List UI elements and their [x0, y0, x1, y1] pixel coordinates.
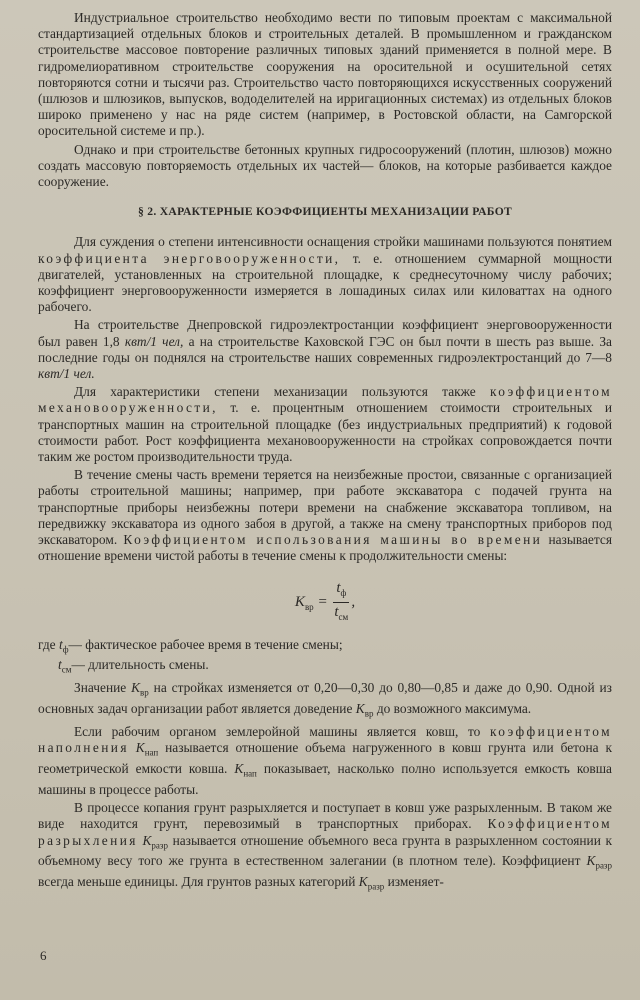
knap-sub-2: нап: [243, 768, 257, 779]
p7-text-a: Значение: [74, 680, 127, 696]
p5-text-a: Для характеристики степени механизации пользуются также: [74, 384, 476, 400]
knap-symbol-1: K: [135, 740, 145, 756]
paragraph-1-text: Индустриальное строительство необходимо вести по типовым проектам с максимальной стандартизацией отдельных блоков и строительных деталей. В промышленном и гражданском строительстве массовое повторение различных типовых зданий применяется в полной мере. В гидромелиоративном строительстве сооружения на оросительной и осушительной сетях повторяются сотни и тысячи раз. Строительство часто повторяющихся искусственных сооружений (шлюзов и шлюзиков, выпусков, вододелителей на ирригационных системах) из отдельных блоков широко применено у нас на ряде систем (например, в Ростовской области, на Самгорской оросительной системе и пр.).: [38, 10, 612, 139]
p3-text-a: Для суждения о степени интенсивности оснащения стройки машинами пользуются понятием: [74, 234, 612, 250]
p6-text-b: называется отношение времени чистой работы в течение смены к продолжительности смены:: [38, 532, 612, 564]
page-number: 6: [40, 948, 47, 963]
tf-definition: — фактическое рабочее время в течение смены;: [68, 636, 343, 652]
p5-term: коэффициентом механовооруженности,: [38, 384, 612, 416]
p4-text-a: На строительстве Днепровской гидроэлектростанции коэффициент энерговооруженности был равен 1,8: [38, 317, 612, 349]
paragraph-2-text: Однако и при строительстве бетонных крупных гидросооружений (плотин, шлюзов) можно создать массовую повторяемость отдельных их частей— блоков, на которые разбивается каждое сооружение.: [38, 141, 612, 190]
formula-lhs-sub: вр: [304, 601, 314, 612]
paragraph-9: [38, 800, 612, 895]
kvr-symbol-1: K: [131, 680, 141, 696]
p5-text-b: т. е. процентным отношением стоимости строительных и транспортных машин на строительной площадке (без индустриальных предприятий) к годовой стоимости работ. Рост коэффициента механовооруженности на стройках сопровождается почти таким же ростом производительности труда.: [38, 400, 612, 465]
formula-denominator: [333, 603, 349, 626]
p7-text-c: до возможного максимума.: [376, 701, 532, 717]
definition-tsm: [38, 657, 612, 678]
tf-sub: ф: [62, 644, 69, 655]
paragraph-6: [38, 467, 612, 564]
tsm-sub: см: [61, 665, 72, 676]
definition-tf: [38, 637, 612, 658]
p3-text-b: т. е. отношением суммарной мощности двигателей, установленных на строительной площадке, к среднесуточному числу рабочих; коэффициент энерговооруженности измеряется в лошадиных силах или киловаттах на одного рабочего.: [38, 250, 612, 315]
paragraph-2: [38, 142, 612, 191]
p6-text-a: В течение смены часть времени теряется на неизбежные простои, связанные с организацией работы строительной машины; например, при работе экскаватора с подачей грунта на транспортные приборы неизбежны потери времени на снабжение экскаватора топливом, на передвижку экскаватора из одного забоя в другой, а также на смену транспортных приборов под экскаватором.: [38, 467, 612, 548]
p8-text-b: называется отношение объема нагруженного в ковш грунта или бетона к геометрической емкости ковша.: [38, 740, 612, 777]
formula-lhs: K: [294, 593, 305, 610]
tsm-symbol: t: [58, 657, 62, 673]
paragraph-1: [38, 10, 612, 140]
section-heading: § 2. ХАРАКТЕРНЫЕ КОЭФФИЦИЕНТЫ МЕХАНИЗАЦИИ РАБОТ: [137, 205, 513, 219]
formula-fraction: [333, 579, 349, 626]
where-word: где: [38, 636, 56, 652]
paragraph-5: [38, 384, 612, 465]
krazr-symbol-2: K: [586, 853, 596, 869]
p8-text-a: Если рабочим органом землеройной машины является ковш, то: [74, 724, 481, 739]
p9-text-d: изменяет-: [387, 874, 444, 890]
formula-comma: ,: [351, 593, 356, 610]
kvr-sub-2: вр: [364, 708, 374, 719]
p3-term: коэффициента энерговооруженности,: [38, 250, 341, 266]
p4-unit-2: квт/1 чел.: [38, 366, 95, 382]
p9-text-c: всегда меньше единицы. Для грунтов разных категорий: [38, 874, 356, 890]
knap-sub-1: нап: [144, 747, 159, 758]
denominator-sub: см: [338, 611, 349, 622]
p9-text-a: В процессе копания грунт разрыхляется и поступает в ковш уже разрыхленным. В таком же виде находится грунт, перевозимый в транспортных приборах.: [38, 800, 612, 832]
p8-text-c: показывает, насколько полно используется емкость ковша машины в процессе работы.: [38, 761, 612, 797]
p9-term: Коэффициентом разрыхления: [38, 816, 612, 848]
paragraph-4: [38, 317, 612, 382]
p4-text-b: а на строительстве Каховской ГЭС он был почти в шесть раз выше. За последние годы он поднялся на строительстве наших современных гидроэлектростанций до 7—8: [38, 333, 612, 365]
formula-kvr: [38, 579, 612, 623]
knap-symbol-2: K: [234, 761, 244, 777]
p4-unit-1: квт/1 чел,: [124, 333, 184, 349]
numerator-symbol: t: [336, 579, 341, 596]
krazr-sub-3: разр: [367, 881, 385, 892]
krazr-sub-2: разр: [595, 861, 612, 872]
numerator-sub: ф: [340, 587, 347, 598]
p8-term: коэффициентом наполнения: [38, 724, 612, 756]
krazr-symbol-3: K: [358, 874, 368, 890]
p6-term: Коэффициентом использования машины во времени: [123, 532, 543, 548]
paragraph-7: [38, 680, 612, 722]
p9-text-b: называется отношение объемного веса грунта в разрыхленном состоянии к объемному весу того же грунта в естественном залегании (в плотном теле). Коэффициент: [38, 832, 612, 869]
formula-numerator: [333, 579, 349, 603]
paragraph-3: [38, 234, 612, 315]
kvr-symbol-2: K: [355, 701, 365, 717]
paragraph-8: [38, 724, 612, 798]
p7-text-b: на стройках изменяется от 0,20—0,30 до 0,80—0,85 и даже до 0,90. Одной из основных задач организации работ является доведение: [38, 680, 612, 717]
formula-equals: =: [317, 593, 328, 610]
tf-symbol: t: [58, 636, 63, 652]
denominator-symbol: t: [334, 603, 339, 620]
tsm-definition: — длительность смены.: [71, 657, 209, 673]
krazr-symbol-1: K: [142, 832, 152, 848]
kvr-sub-1: вр: [140, 687, 149, 698]
body-text: [38, 10, 612, 895]
krazr-sub-1: разр: [151, 840, 168, 851]
